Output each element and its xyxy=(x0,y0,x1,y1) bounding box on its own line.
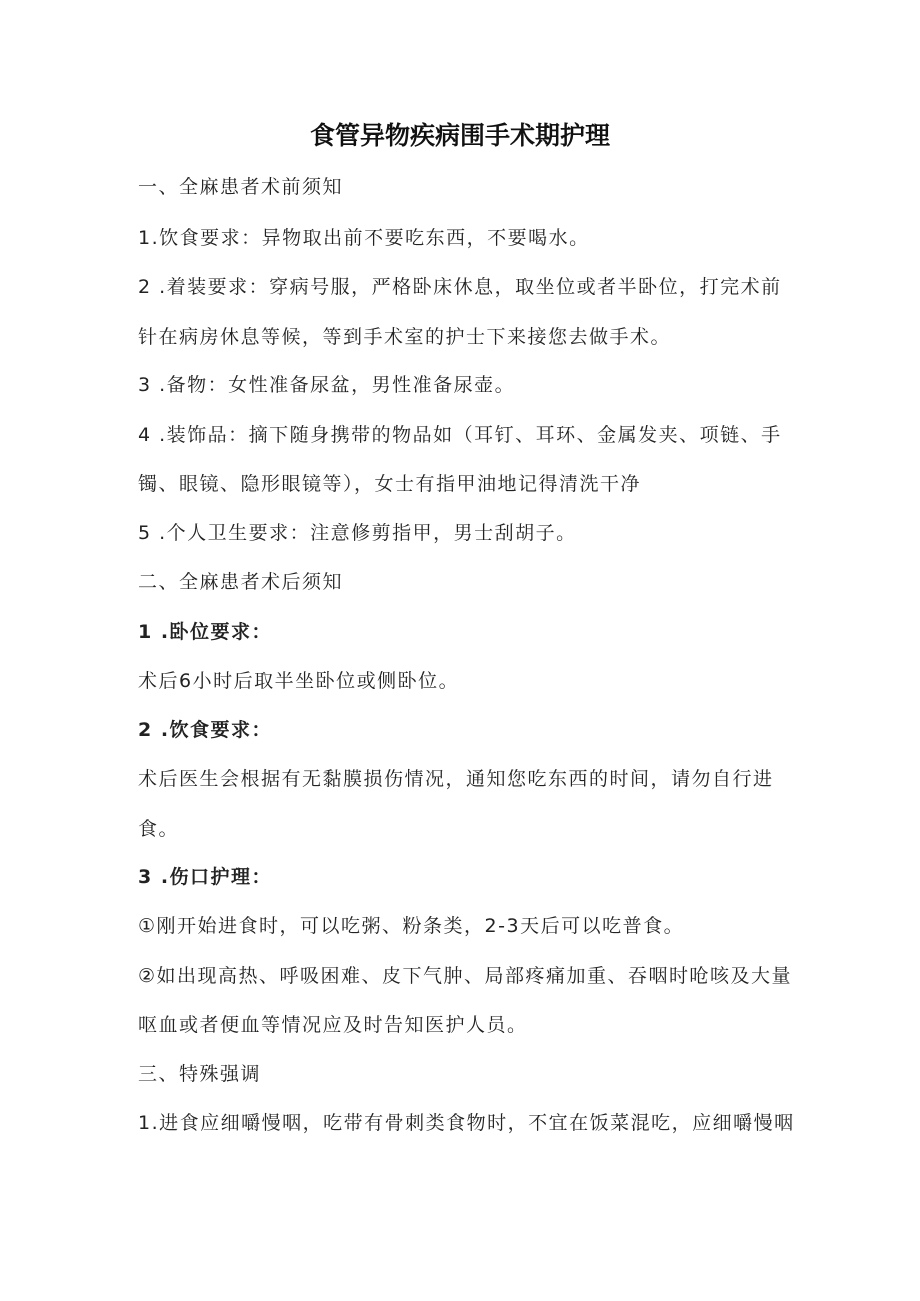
section-heading-postop: 二、全麻患者术后须知 xyxy=(138,571,344,593)
paragraph-line: 术后医生会根据有无黏膜损伤情况，通知您吃东西的时间，请勿自行进 xyxy=(138,768,774,790)
paragraph-line: 1.饮食要求：异物取出前不要吃东西，不要喝水。 xyxy=(138,227,590,249)
paragraph-line: 呕血或者便血等情况应及时告知医护人员。 xyxy=(138,1014,528,1036)
paragraph-line: 4 .装饰品：摘下随身携带的物品如（耳钉、耳环、金属发夹、项链、手 xyxy=(138,424,782,446)
paragraph-line: ②如出现高热、呼吸困难、皮下气肿、局部疼痛加重、吞咽时呛咳及大量 xyxy=(138,965,793,987)
subheading-diet: 2 .饮食要求： xyxy=(138,719,273,741)
paragraph-line: 食。 xyxy=(138,818,180,840)
section-heading-preop: 一、全麻患者术前须知 xyxy=(138,176,344,198)
paragraph-line: 1.进食应细嚼慢咽，吃带有骨刺类食物时，不宜在饭菜混吃，应细嚼慢咽 xyxy=(138,1112,795,1134)
paragraph-line: 2 .着装要求：穿病号服，严格卧床休息，取坐位或者半卧位，打完术前 xyxy=(138,276,782,298)
paragraph-line: 镯、眼镜、隐形眼镜等），女士有指甲油地记得清洗干净 xyxy=(138,473,642,495)
paragraph-line: ①刚开始进食时，可以吃粥、粉条类，2-3天后可以吃普食。 xyxy=(138,915,685,937)
paragraph-line: 针在病房休息等候，等到手术室的护士下来接您去做手术。 xyxy=(138,326,672,348)
paragraph-line: 5 .个人卫生要求：注意修剪指甲，男士刮胡子。 xyxy=(138,522,577,544)
paragraph-line: 3 .备物：女性准备尿盆，男性准备尿壶。 xyxy=(138,374,516,396)
subheading-position: 1 .卧位要求： xyxy=(138,621,273,643)
subheading-wound-care: 3 .伤口护理： xyxy=(138,866,273,888)
section-heading-special: 三、特殊强调 xyxy=(138,1063,262,1085)
document-title: 食管异物疾病围手术期护理 xyxy=(309,121,610,150)
paragraph-line: 术后6小时后取半坐卧位或侧卧位。 xyxy=(138,670,460,692)
